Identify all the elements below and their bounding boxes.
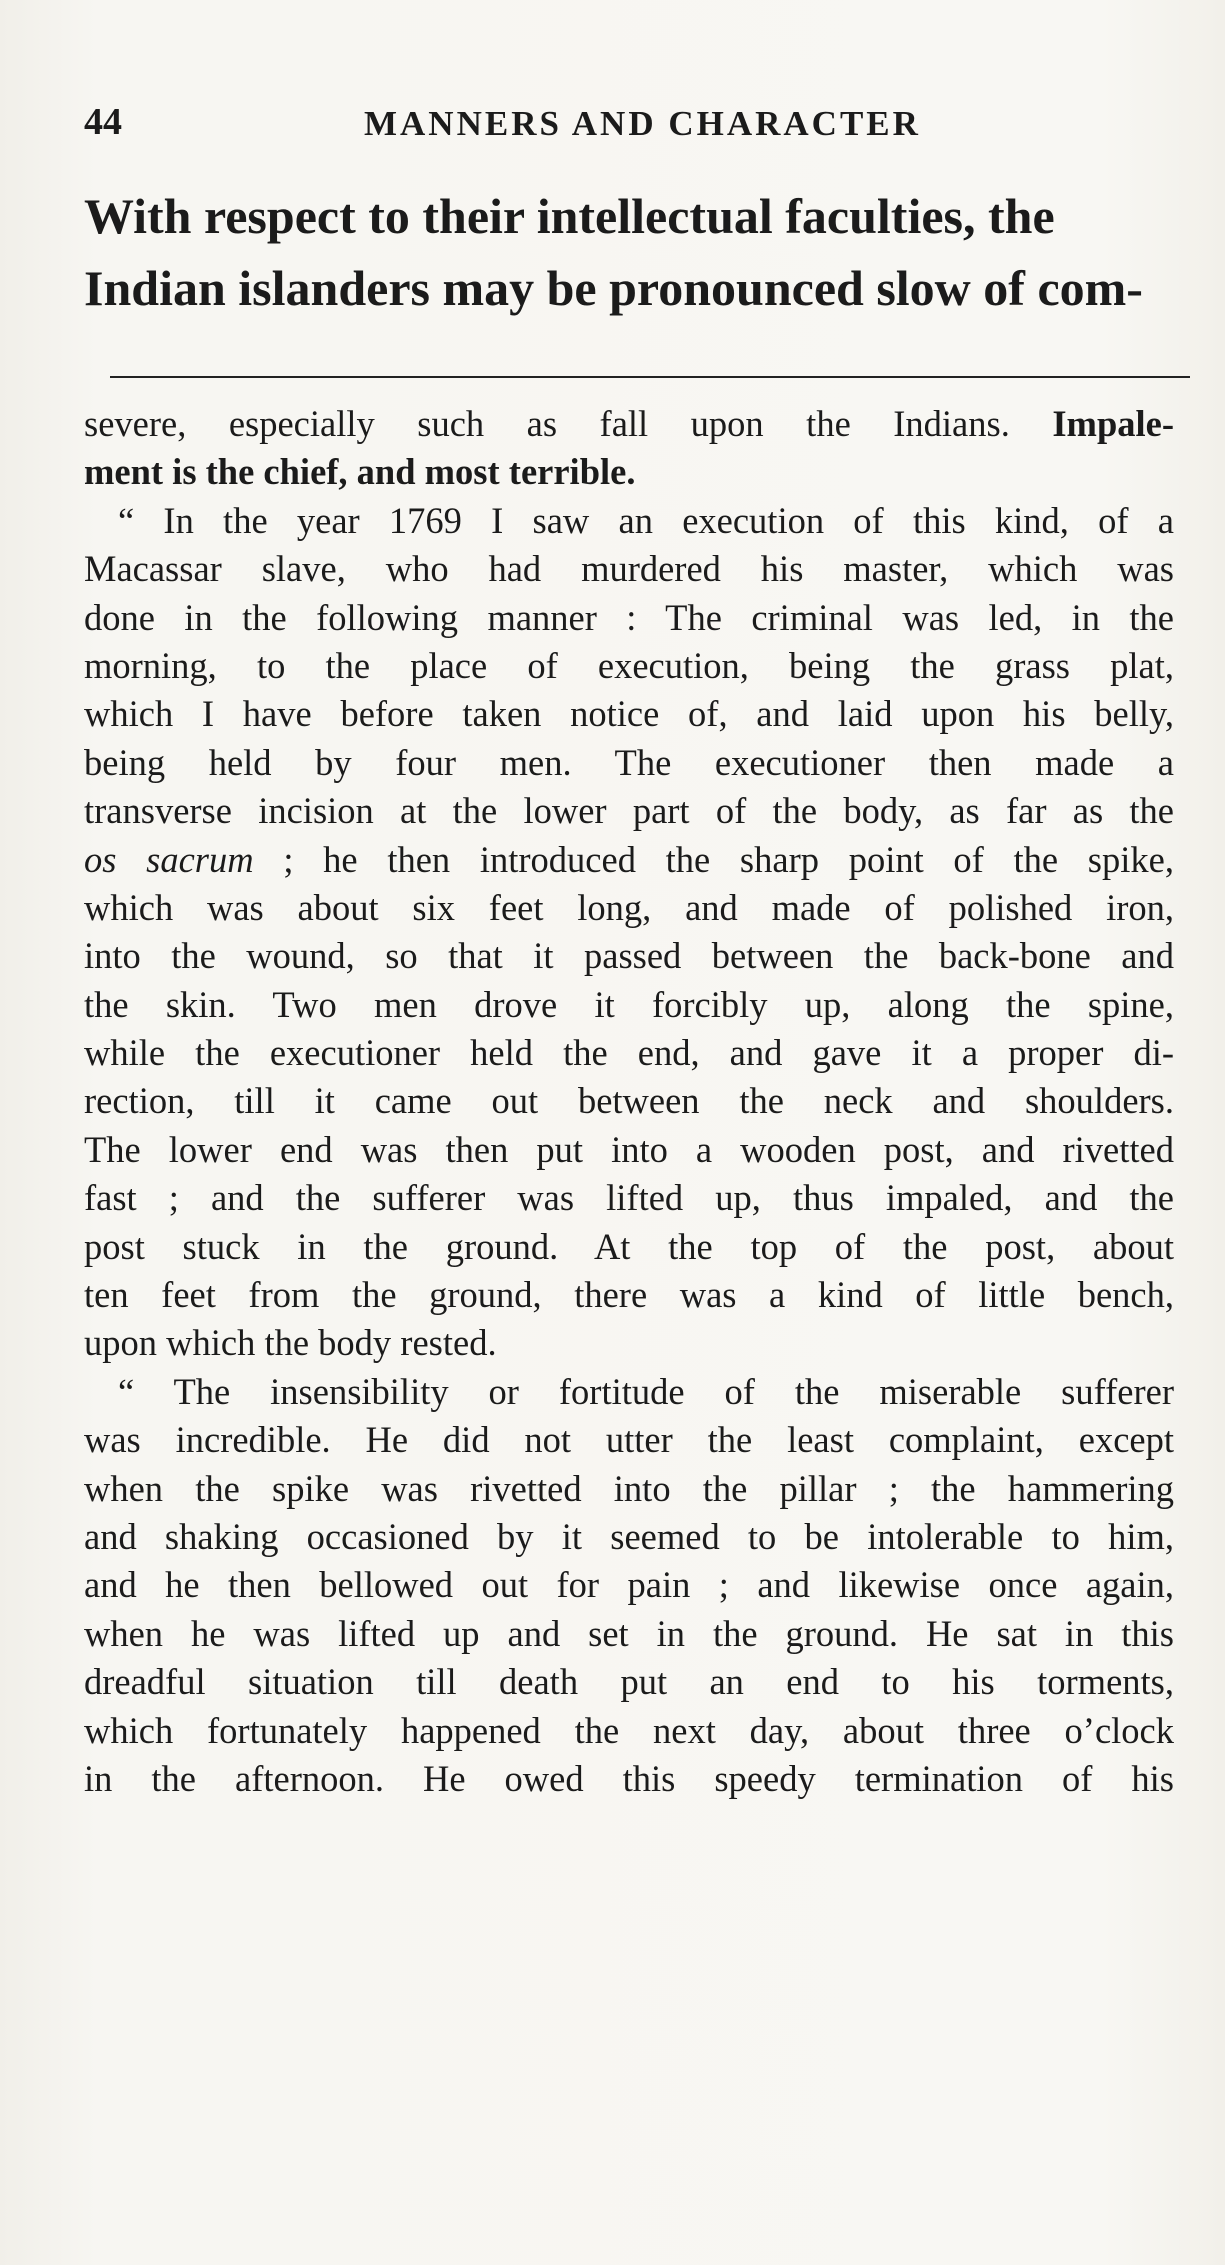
emphasis: ment is the chief, and most terrible. bbox=[84, 451, 636, 493]
text-line: done in the following manner : The criminal was led, in the bbox=[84, 596, 1174, 638]
body-paragraphs bbox=[84, 400, 1174, 1803]
text-line: when he was lifted up and set in the ground. He sat in this bbox=[84, 1612, 1174, 1654]
text-line: and shaking occasioned by it seemed to be intolerable to him, bbox=[84, 1515, 1174, 1557]
text-line bbox=[84, 448, 1174, 496]
text-line: being held by four men. The executioner then made a bbox=[84, 741, 1174, 783]
emphasis: Impale- bbox=[1052, 403, 1174, 444]
text-line: upon which the body rested. bbox=[84, 1322, 497, 1364]
text-line: Macassar slave, who had murdered his master, which was bbox=[84, 548, 1174, 590]
lead-line: With respect to their intellectual faculties, the bbox=[84, 188, 1055, 244]
text-line: the skin. Two men drove it forcibly up, along the spine, bbox=[84, 983, 1174, 1025]
latin-term: os sacrum bbox=[84, 838, 254, 880]
text-line: dreadful situation till death put an end to his torments, bbox=[84, 1661, 1174, 1703]
text-line: rection, till it came out between the neck and shoulders. bbox=[84, 1080, 1174, 1122]
text-line: which I have before taken notice of, and laid upon his belly, bbox=[84, 693, 1174, 735]
lead-line: Indian islanders may be pronounced slow of com- bbox=[84, 260, 1143, 316]
text-line: and he then bellowed out for pain ; and likewise once again, bbox=[84, 1564, 1174, 1606]
text-line: in the afternoon. He owed this speedy termination of his bbox=[84, 1757, 1174, 1799]
text-line: which was about six feet long, and made of polished iron, bbox=[84, 886, 1174, 928]
lead-paragraph bbox=[84, 180, 1174, 324]
text-line: which fortunately happened the next day, about three o’clock bbox=[84, 1709, 1174, 1751]
text-line: “ The insensibility or fortitude of the miserable sufferer bbox=[118, 1370, 1174, 1412]
section-divider bbox=[110, 376, 1190, 378]
text-line: fast ; and the sufferer was lifted up, thus impaled, and the bbox=[84, 1177, 1174, 1219]
text-line: morning, to the place of execution, being the grass plat, bbox=[84, 644, 1174, 686]
page-number: 44 bbox=[84, 101, 122, 143]
text-line: while the executioner held the end, and gave it a proper di- bbox=[84, 1032, 1174, 1074]
text-line: post stuck in the ground. At the top of the post, about bbox=[84, 1225, 1174, 1267]
text-line: transverse incision at the lower part of the body, as far as the bbox=[84, 790, 1174, 832]
text-line: The lower end was then put into a wooden post, and rivetted bbox=[84, 1128, 1174, 1170]
running-head bbox=[84, 100, 1134, 150]
text-line: into the wound, so that it passed between the back-bone and bbox=[84, 935, 1174, 977]
running-head-title: MANNERS AND CHARACTER bbox=[364, 104, 921, 143]
text-line bbox=[84, 836, 1174, 884]
text-line: severe, especially such as fall upon the Indians. Impale- bbox=[84, 403, 1174, 444]
text-line: when the spike was rivetted into the pillar ; the hammering bbox=[84, 1467, 1174, 1509]
text-line: “ In the year 1769 I saw an execution of this kind, of a bbox=[118, 499, 1174, 541]
text-line: was incredible. He did not utter the least complaint, except bbox=[84, 1419, 1174, 1461]
text-line: ten feet from the ground, there was a kind of little bench, bbox=[84, 1274, 1174, 1316]
text-fragment: ; he then introduced the sharp point of the spike, bbox=[253, 838, 1174, 880]
